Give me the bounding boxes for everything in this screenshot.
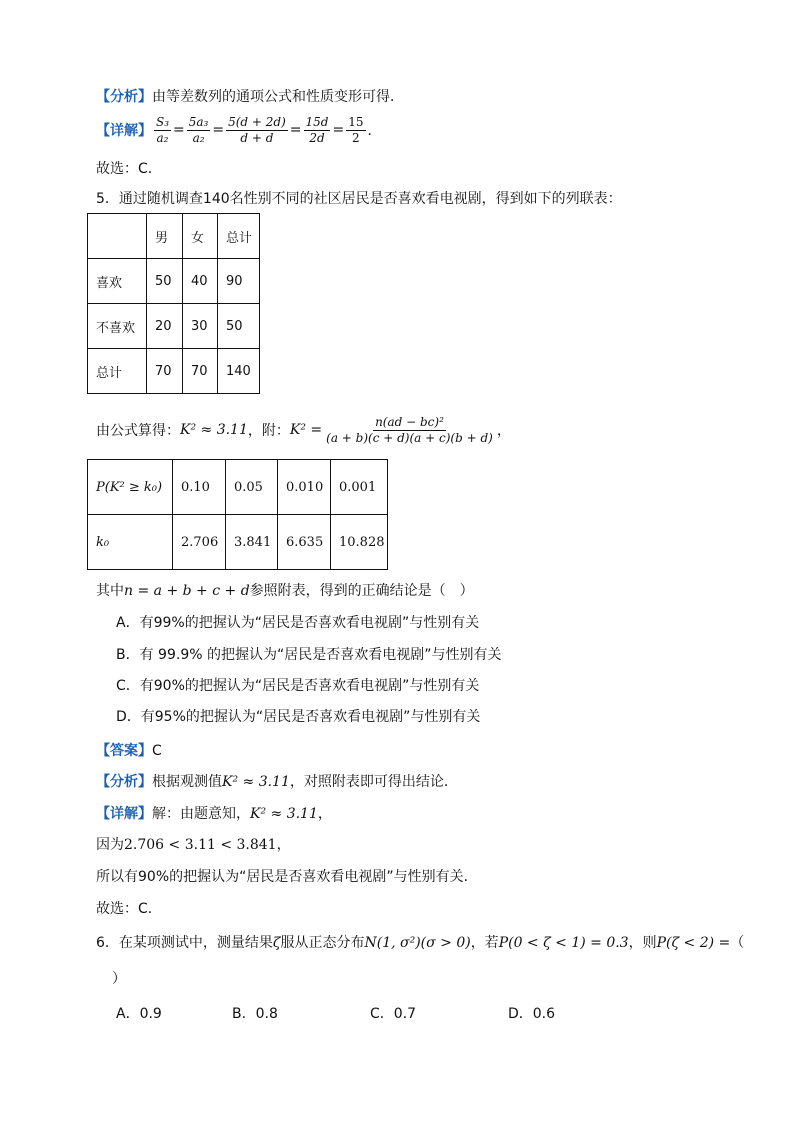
q5-where-line: 其中n = a + b + c + d参照附表，得到的正确结论是（ ） <box>96 583 474 599</box>
q4-analysis-line <box>96 86 404 106</box>
equals: = <box>332 122 345 138</box>
k2-formula-fraction: $\frac{\text{n(ad − bc)²}}{(a + b)(c + d)(a + c)(b + d)}$ <box>326 414 493 445</box>
q5-answer-line <box>96 740 162 760</box>
q6-option-c[interactable]: C．0.7 <box>370 1006 417 1022</box>
formula-end: ， <box>496 423 511 439</box>
fraction-3: $\frac{5(d + 2d)}{d + d}$ <box>228 114 286 145</box>
q6-stem: 6．在某项测试中，测量结果ζ服从正态分布N(1, σ²)(σ > 0)，若P(0 < ζ < 1) = 0.3，则P(ζ < 2) =（ <box>96 935 745 951</box>
option-b[interactable]: B．有 99.9% 的把握认为“居民是否喜欢看电视剧”与性别有关 <box>116 647 502 663</box>
q6-paren-close: ） <box>112 971 126 987</box>
answer-tag: 【答案】 <box>96 743 152 759</box>
equals: = <box>173 122 185 138</box>
q5-analysis-line: 【分析】根据观测值K² ≈ 3.11，对照附表即可得出结论． <box>96 774 458 790</box>
table-row: 不喜欢 20 30 50 <box>88 304 260 349</box>
q5-formula-line <box>96 410 511 450</box>
formula-mid: ，附： <box>247 423 290 439</box>
q5-choice-line: 故选：C． <box>96 901 162 917</box>
contingency-table <box>87 213 260 394</box>
option-a[interactable]: A．有99%的把握认为“居民是否喜欢看电视剧”与性别有关 <box>116 615 480 631</box>
table-row: k₀ 2.706 3.841 6.635 10.828 <box>88 515 388 570</box>
q6-option-d[interactable]: D．0.6 <box>508 1006 556 1022</box>
critical-value-table <box>87 459 388 570</box>
analysis-tag: 【分析】 <box>96 89 152 105</box>
q5-detail-line: 【详解】解：由题意知，K² ≈ 3.11， <box>96 806 332 822</box>
k2-value: K² ≈ 3.11 <box>180 422 248 438</box>
table-row: 喜欢 50 40 90 <box>88 259 260 304</box>
table-row: 总计 70 70 140 <box>88 349 260 394</box>
option-d[interactable]: D．有95%的把握认为“居民是否喜欢看电视剧”与性别有关 <box>116 709 481 725</box>
table-row: P(K² ≥ k₀) 0.10 0.05 0.010 0.001 <box>88 460 388 515</box>
q6-option-b[interactable]: B．0.8 <box>232 1006 278 1022</box>
fraction-1: $\frac{\text{S₃}}{\text{a₂}}$ <box>156 114 170 145</box>
analysis-text: 由等差数列的通项公式和性质变形可得． <box>152 89 404 105</box>
period: ． <box>367 123 382 139</box>
equals: = <box>289 122 302 138</box>
answer-value: C <box>152 743 162 759</box>
detail-tag: 【详解】 <box>96 123 152 139</box>
equals: = <box>212 122 225 138</box>
k2-label: K² = <box>289 422 323 438</box>
q5-so-line: 所以有90%的把握认为“居民是否喜欢看电视剧”与性别有关． <box>96 869 478 885</box>
fraction-2: $\frac{\text{5a₃}}{\text{a₂}}$ <box>188 114 209 145</box>
fraction-5: $\frac{15}{2}$ <box>348 114 364 145</box>
q4-detail-line <box>96 110 382 150</box>
q5-because-line: 因为2.706 < 3.11 < 3.841， <box>96 837 291 853</box>
q6-option-a[interactable]: A．0.9 <box>116 1006 162 1022</box>
option-c[interactable]: C．有90%的把握认为“居民是否喜欢看电视剧”与性别有关 <box>116 678 480 694</box>
fraction-4: $\frac{15d}{2d}$ <box>305 114 329 145</box>
where-equation: n = a + b + c + d <box>124 583 250 599</box>
q5-stem: 5．通过随机调查140名性别不同的社区居民是否喜欢看电视剧，得到如下的列联表： <box>96 191 622 207</box>
formula-prefix: 由公式算得： <box>96 423 180 439</box>
q4-choice-line: 故选：C． <box>96 161 162 177</box>
table-row: 男 女 总计 <box>88 214 260 259</box>
